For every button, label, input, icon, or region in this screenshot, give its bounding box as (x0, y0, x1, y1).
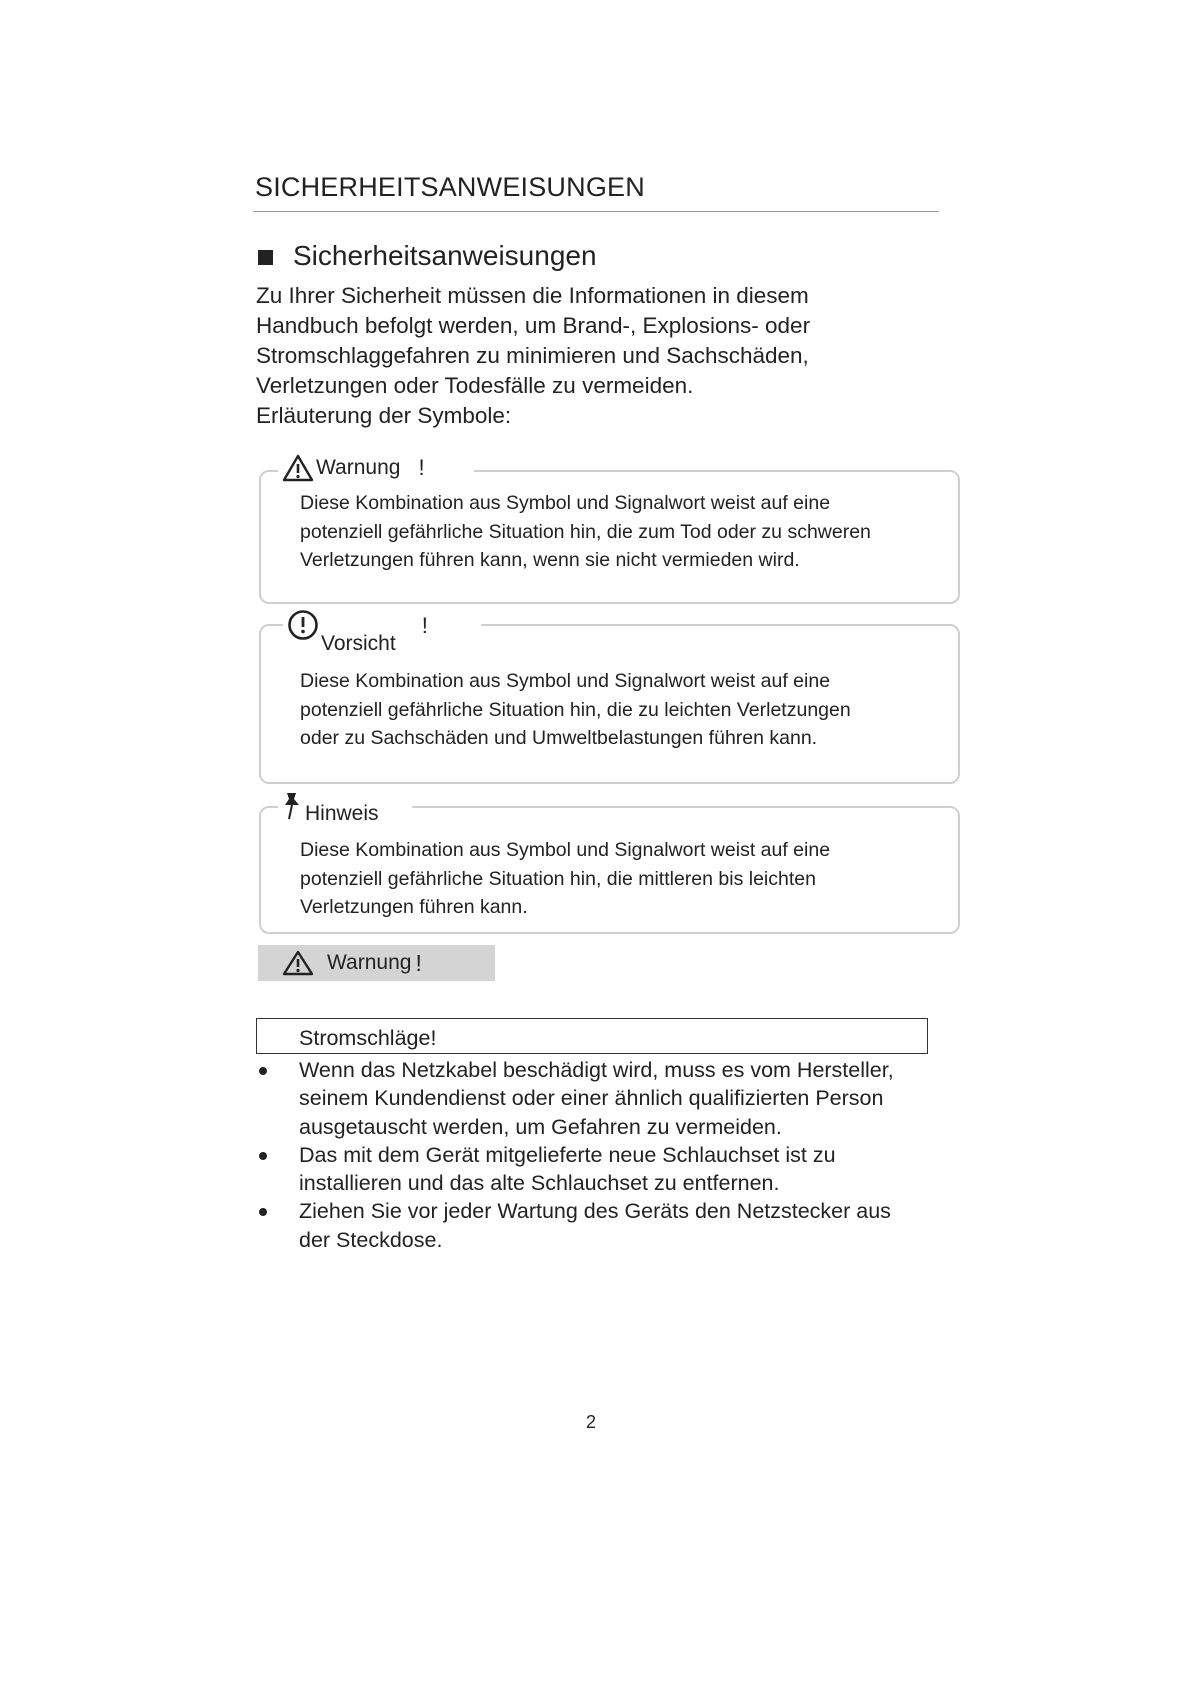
list-item-line: ausgetauscht werden, um Gefahren zu vermeiden. (299, 1114, 782, 1139)
warning-notice-box (259, 470, 960, 604)
intro-line: Handbuch befolgt werden, um Brand-, Explosions- oder (256, 313, 811, 338)
bullet-dot-icon (259, 1208, 267, 1216)
bullet-dot-icon (259, 1152, 267, 1160)
list-item-line: Ziehen Sie vor jeder Wartung des Geräts den Netzstecker aus (299, 1199, 891, 1224)
square-bullet-icon (258, 250, 273, 265)
caution-label-text: Vorsicht (321, 632, 396, 655)
warning-notice-line: Diese Kombination aus Symbol und Signalwort weist auf eine (300, 492, 831, 514)
note-notice-line: potenziell gefährliche Situation hin, die mittleren bis leichten (300, 867, 816, 890)
pushpin-icon (282, 790, 304, 822)
caution-exclamation-mark: ! (421, 613, 428, 638)
warning-bar (258, 945, 495, 981)
list-item-line: seinem Kundendienst oder einer ähnlich qualifizierten Person (299, 1086, 884, 1111)
warning-notice-line: Verletzungen führen kann, wenn sie nicht vermieden wird. (300, 549, 800, 571)
warning-notice-text (300, 489, 928, 575)
note-notice-line: Verletzungen führen kann. (300, 896, 528, 918)
warning-bar-exclamation: ! (415, 949, 422, 976)
warning-bar-label: Warnung (327, 951, 412, 974)
section-title: Sicherheitsanweisungen (293, 240, 597, 271)
intro-line: Stromschlaggefahren zu minimieren und Sachschäden, (256, 343, 809, 368)
list-item-line: installieren und das alte Schlauchset zu entfernen. (299, 1171, 780, 1196)
caution-notice-line: potenziell gefährliche Situation hin, die zu leichten Verletzungen (300, 698, 851, 721)
hazard-title: Stromschläge! (299, 1026, 437, 1050)
intro-line: Verletzungen oder Todesfälle zu vermeiden. (256, 373, 694, 398)
caution-notice-label (283, 607, 481, 653)
list-item (256, 1056, 916, 1141)
intro-paragraph (256, 281, 896, 431)
list-item-line: Wenn das Netzkabel beschädigt wird, muss es vom Hersteller, (299, 1058, 894, 1082)
page-number: 2 (586, 1412, 597, 1432)
note-notice-line: Diese Kombination aus Symbol und Signalwort weist auf eine (300, 839, 831, 861)
hazard-bullet-list (256, 1056, 916, 1254)
list-item (256, 1141, 916, 1198)
note-label-text: Hinweis (305, 802, 379, 825)
caution-notice-line: Diese Kombination aus Symbol und Signalwort weist auf eine (300, 670, 831, 692)
list-item-line: der Steckdose. (299, 1227, 443, 1252)
bullet-dot-icon (259, 1067, 267, 1075)
section-heading (258, 240, 597, 272)
warning-triangle-icon (282, 950, 314, 976)
note-notice-label (278, 790, 412, 828)
list-item-line: Das mit dem Gerät mitgelieferte neue Schlauchset ist zu (299, 1142, 836, 1167)
list-item (256, 1197, 916, 1254)
caution-notice-text (300, 667, 928, 753)
warning-label-text: Warnung (316, 456, 401, 479)
caution-circle-icon (287, 609, 321, 641)
page-header-title: SICHERHEITSANWEISUNGEN (255, 172, 645, 202)
caution-notice-line: oder zu Sachschäden und Umweltbelastungen führen kann. (300, 727, 818, 749)
header-divider (253, 211, 939, 212)
warning-notice-line: potenziell gefährliche Situation hin, die zum Tod oder zu schweren (300, 520, 871, 543)
warning-triangle-icon (282, 454, 314, 482)
warning-notice-label (278, 453, 474, 483)
intro-line-symbols: Erläuterung der Symbole: (256, 403, 512, 428)
intro-line: Zu Ihrer Sicherheit müssen die Informationen in diesem (256, 283, 809, 308)
note-notice-text (300, 836, 928, 922)
warning-exclamation-mark: ! (418, 455, 425, 480)
